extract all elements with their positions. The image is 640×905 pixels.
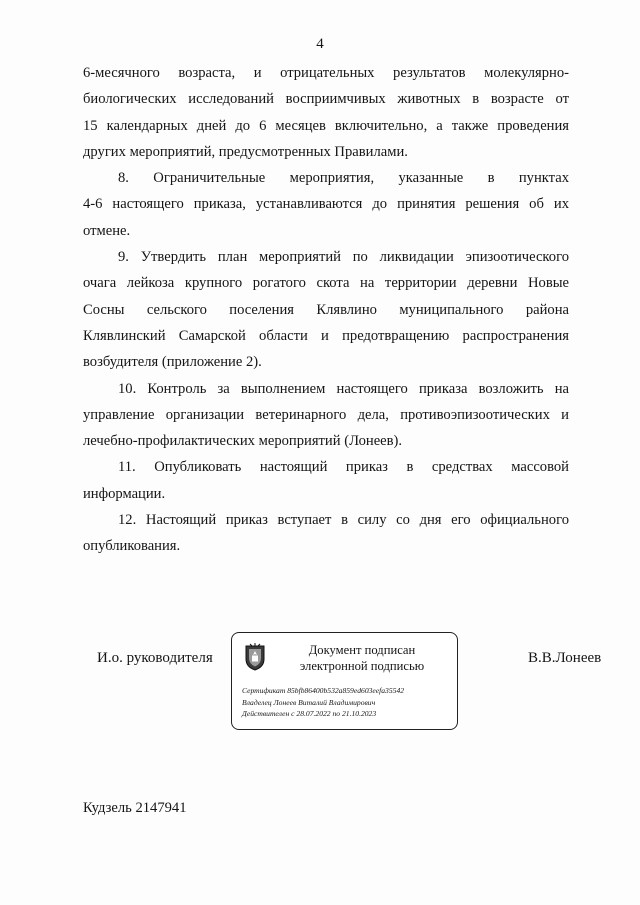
text-line: возбудителя (приложение 2). xyxy=(83,354,262,371)
text-line: Клявлинский Самарской области и предотвращению распространения xyxy=(83,327,569,344)
text-line: 11. Опубликовать настоящий приказ в средствах массовой xyxy=(118,459,569,476)
page-number: 4 xyxy=(316,36,324,52)
samara-coat-of-arms-icon xyxy=(244,643,266,671)
text-line: 4-6 настоящего приказа, устанавливаются до принятия решения об их xyxy=(83,196,569,213)
paragraph xyxy=(83,454,569,507)
stamp-title-line-2: электронной подписью xyxy=(299,659,425,673)
paragraph xyxy=(83,507,569,560)
text-line: 6-месячного возраста, и отрицательных результатов молекулярно- xyxy=(83,65,569,81)
document-body xyxy=(83,60,569,560)
text-line: 10. Контроль за выполнением настоящего приказа возложить на xyxy=(118,380,569,397)
text-line: отмене. xyxy=(83,222,131,239)
text-line: 12. Настоящий приказ вступает в силу со дня его официального xyxy=(118,512,569,529)
stamp-details xyxy=(242,685,456,720)
stamp-title-line-1: Документ подписан xyxy=(308,643,416,657)
text-line: 8. Ограничительные мероприятия, указанные в пунктах xyxy=(118,170,569,187)
text-line: управление организации ветеринарного дела, противоэпизоотических и xyxy=(83,406,569,423)
paragraph xyxy=(83,165,569,244)
stamp-title xyxy=(272,642,452,674)
signatory-position: И.о. руководителя xyxy=(97,650,213,666)
stamp-owner: Владелец Лонеев Виталий Владимирович xyxy=(242,697,376,707)
electronic-signature-stamp xyxy=(231,632,458,730)
text-line: очага лейкоза крупного рогатого скота на территории деревни Новые xyxy=(83,275,569,292)
text-line: опубликования. xyxy=(83,538,181,555)
text-line: Сосны сельского поселения Клявлино муниципального района xyxy=(83,301,569,318)
text-line: 15 календарных дней до 6 месяцев включительно, а также проведения xyxy=(83,117,569,134)
paragraph xyxy=(83,60,569,165)
text-line: информации. xyxy=(83,485,166,502)
paragraph xyxy=(83,244,569,375)
executor-note: Кудзель 2147941 xyxy=(83,800,187,816)
text-line: биологических исследований восприимчивых животных в возрасте от xyxy=(83,91,569,108)
text-line: 9. Утвердить план мероприятий по ликвидации эпизоотического xyxy=(118,249,569,266)
text-line: других мероприятий, предусмотренных Правилами. xyxy=(83,143,408,160)
signatory-name: В.В.Лонеев xyxy=(528,650,602,666)
stamp-certificate: Сертификат 85bfb86400b532a859ed603eefa35542 xyxy=(242,686,405,695)
stamp-validity: Действителен с 28.07.2022 по 21.10.2023 xyxy=(242,709,377,718)
paragraph xyxy=(83,376,569,455)
text-line: лечебно-профилактических мероприятий (Лонеев). xyxy=(83,433,403,450)
